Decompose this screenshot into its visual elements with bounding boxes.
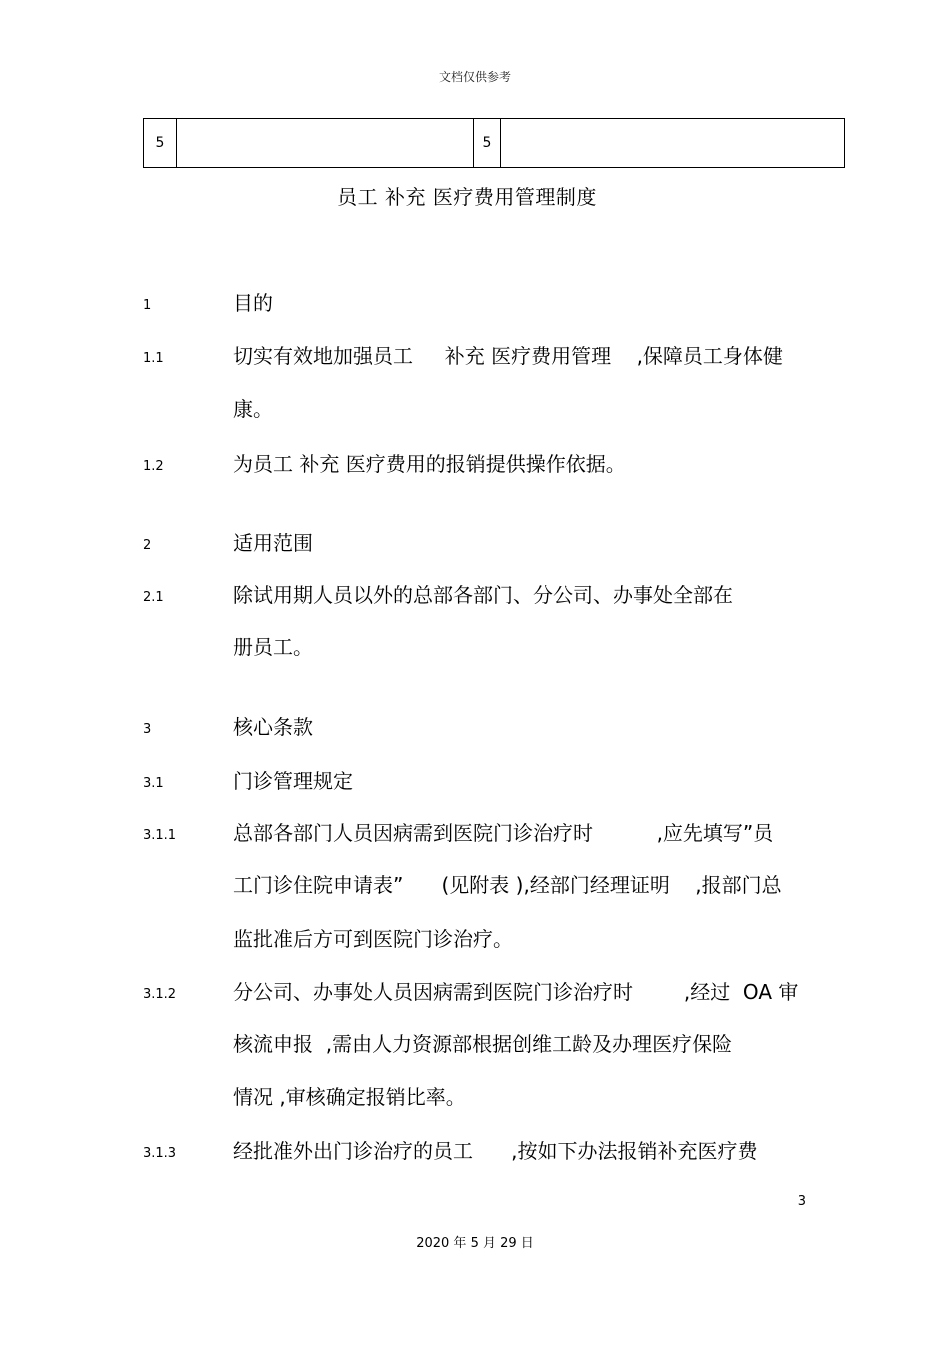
table-cell [177,119,474,168]
table-cell: 5 [144,119,177,168]
clause-text: 康。 [233,397,273,421]
clause-number: 3.1.3 [143,1146,177,1161]
clause-text: 适用范围 [233,531,313,555]
page-number: 3 [797,1194,806,1209]
clause-text: 为员工 补充 医疗费用的报销提供操作依据。 [233,452,626,476]
header-table [143,118,845,168]
footer-date: 2020 年 5 月 29 日 [416,1236,534,1251]
clause-number: 3.1.1 [143,828,177,843]
clause-text: 分公司、办事处人员因病需到医院门诊治疗时 ,经过 OA 审 [233,980,799,1004]
clause-number: 1.1 [143,351,164,366]
clause-number: 2.1 [143,590,164,605]
clause-number: 3.1 [143,776,164,791]
clause-text: 经批准外出门诊治疗的员工 ,按如下办法报销补充医疗费 [233,1139,758,1163]
clause-number: 3 [143,722,152,737]
table-cell: 5 [474,119,501,168]
table-cell [501,119,845,168]
clause-text: 工门诊住院申请表” (见附表 ),经部门经理证明 ,报部门总 [233,873,782,897]
document-title: 员工 补充 医疗费用管理制度 [337,185,597,209]
clause-number: 1 [143,298,152,313]
clause-text: 核流申报 ,需由人力资源部根据创维工龄及办理医疗保险 [233,1032,733,1056]
clause-text: 切实有效地加强员工 补充 医疗费用管理 ,保障员工身体健 [233,344,783,368]
table-row [144,119,845,168]
clause-text: 情况 ,审核确定报销比率。 [233,1085,466,1109]
clause-number: 2 [143,538,152,553]
header-watermark: 文档仅供参考 [438,70,511,84]
clause-text: 监批准后方可到医院门诊治疗。 [233,927,513,951]
clause-text: 除试用期人员以外的总部各部门、分公司、办事处全部在 [233,583,733,607]
clause-text: 册员工。 [233,635,313,659]
clause-text: 总部各部门人员因病需到医院门诊治疗时 ,应先填写”员 [233,821,774,845]
clause-text: 核心条款 [233,715,313,739]
clause-number: 1.2 [143,459,164,474]
clause-text: 目的 [233,291,273,315]
clause-text: 门诊管理规定 [233,769,353,793]
clause-number: 3.1.2 [143,987,177,1002]
